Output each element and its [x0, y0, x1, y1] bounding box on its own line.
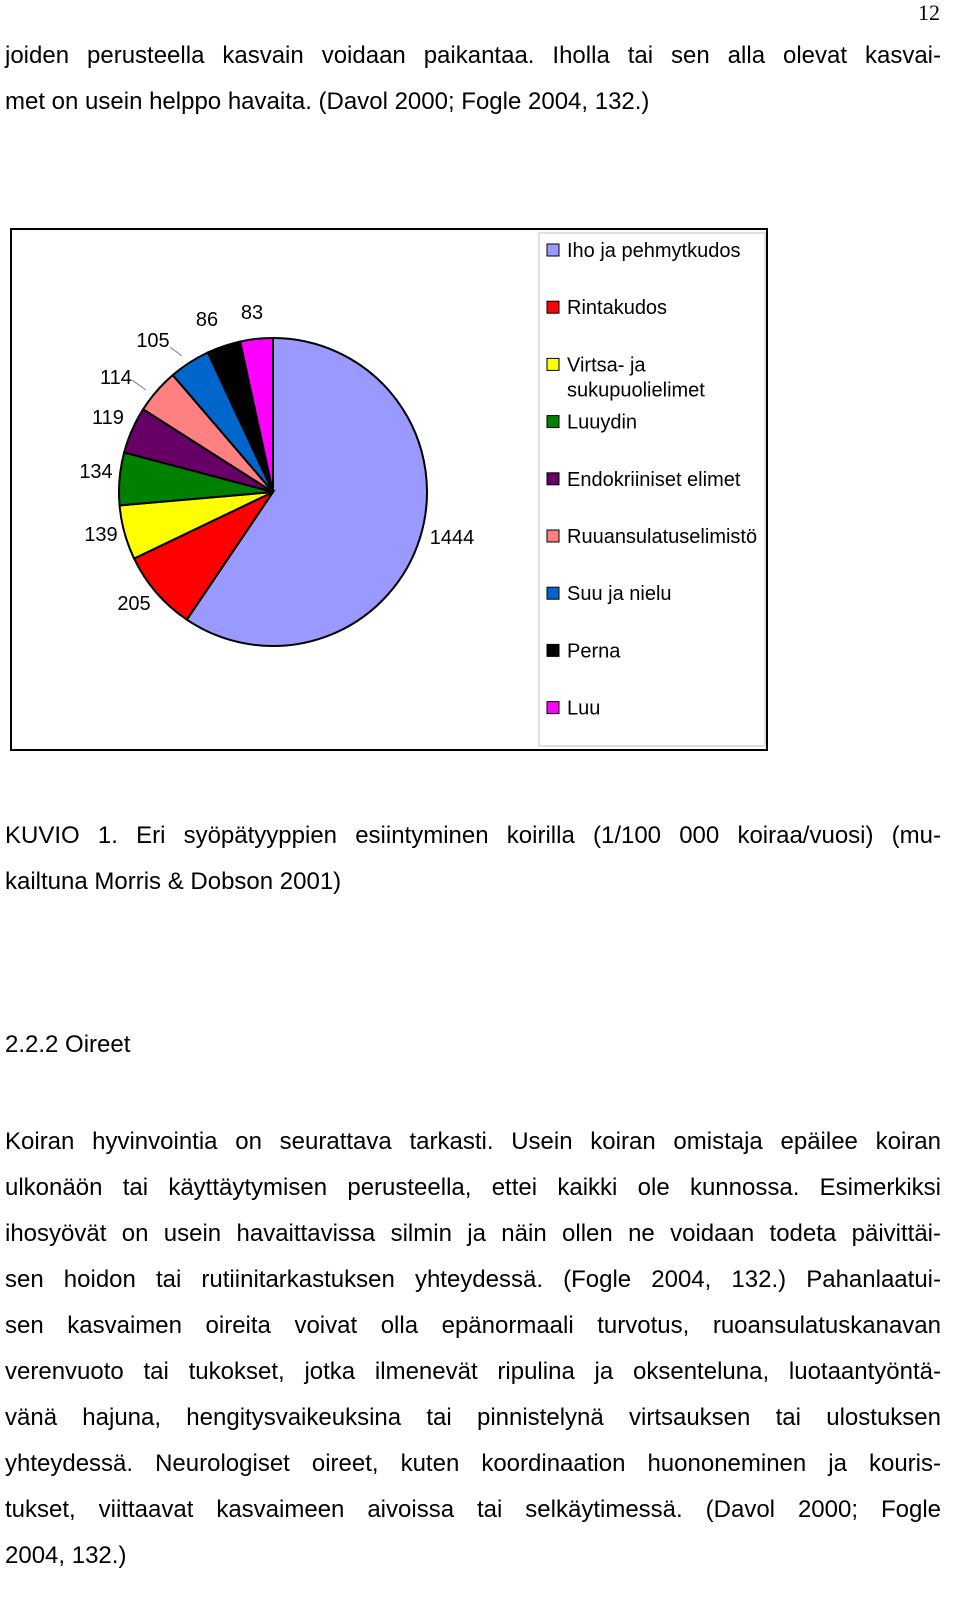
- body-line: sen hoidon tai rutiinitarkastuksen yhteydessä. (Fogle 2004, 132.) Pahanlaatui-: [5, 1266, 941, 1293]
- legend-label: Iho ja pehmytkudos: [567, 240, 741, 262]
- body-line: ihosyövät on usein havaittavissa silmin ja näin ollen ne voidaan todeta päivittäi-: [5, 1220, 941, 1247]
- body-line: verenvuoto tai tukokset, jotka ilmenevät ripulina ja oksenteluna, luotaantyöntä-: [5, 1358, 941, 1385]
- pie-value-label: 205: [117, 593, 151, 615]
- body-line: tukset, viittaavat kasvaimeen aivoissa tai selkäytimessä. (Davol 2000; Fogle: [5, 1496, 941, 1523]
- pie-value-label: 139: [84, 524, 118, 546]
- intro-line: met on usein helppo havaita. (Davol 2000; Fogle 2004, 132.): [5, 88, 650, 115]
- pie-value-label: 83: [240, 302, 264, 324]
- body-line: ulkonäön tai käyttäytymisen perusteella, ettei kaikki ole kunnossa. Esimerkiksi: [5, 1174, 941, 1201]
- legend-label: Luu: [567, 697, 601, 720]
- legend-swatch: [547, 702, 559, 714]
- pie-chart: [12, 230, 766, 749]
- legend-label: Rintakudos: [567, 297, 668, 320]
- page-number: 12: [918, 0, 940, 25]
- pie-chart-frame: [10, 228, 768, 751]
- legend-label: Virtsa- ja: [567, 354, 646, 377]
- legend-label: Luuydin: [567, 411, 638, 434]
- body-paragraph: [5, 1119, 941, 1579]
- figure-caption: [5, 813, 941, 905]
- legend-swatch: [547, 416, 559, 428]
- legend-label: Perna: [567, 640, 621, 663]
- body-line: Koiran hyvinvointia on seurattava tarkasti. Usein koiran omistaja epäilee koiran: [5, 1128, 941, 1155]
- legend-swatch: [547, 644, 559, 656]
- body-line: 2004, 132.): [5, 1542, 127, 1569]
- legend-label: Suu ja nielu: [567, 583, 672, 606]
- legend-label: sukupuolielimet: [567, 379, 705, 402]
- intro-line: joiden perusteella kasvain voidaan paikantaa. Iholla tai sen alla olevat kasvai-: [5, 42, 941, 69]
- pie-slices: [119, 338, 427, 646]
- pie-leader-line: [170, 347, 182, 356]
- legend-swatch: [547, 244, 559, 256]
- legend-swatch: [547, 301, 559, 313]
- pie-value-label: 114: [100, 367, 132, 389]
- caption-line: kailtuna Morris & Dobson 2001): [5, 868, 342, 895]
- intro-paragraph: [5, 33, 941, 125]
- legend-label: Endokriiniset elimet: [567, 468, 741, 491]
- pie-value-label: 105: [136, 330, 170, 352]
- body-line: yhteydessä. Neurologiset oireet, kuten koordinaation huononeminen ja kouris-: [5, 1450, 941, 1477]
- legend-swatch: [547, 358, 559, 370]
- legend-swatch: [547, 530, 559, 542]
- pie-value-label: 1444: [429, 527, 475, 549]
- legend-swatch: [547, 587, 559, 599]
- pie-value-label: 86: [195, 309, 219, 331]
- pie-value-label: 134: [79, 461, 113, 483]
- section-heading: 2.2.2 Oireet: [5, 1031, 131, 1058]
- pie-value-label: 119: [92, 407, 124, 429]
- body-line: sen kasvaimen oireita voivat olla epänormaali turvotus, ruoansulatuskanavan: [5, 1312, 941, 1339]
- caption-line: KUVIO 1. Eri syöpätyyppien esiintyminen koirilla (1/100 000 koiraa/vuosi) (mu-: [5, 822, 941, 849]
- legend-label: Ruuansulatuselimistö: [567, 526, 758, 548]
- pie-leader-line: [132, 380, 146, 390]
- legend-swatch: [547, 473, 559, 485]
- body-line: vänä hajuna, hengitysvaikeuksina tai pinnistelynä virtsauksen tai ulostuksen: [5, 1404, 941, 1431]
